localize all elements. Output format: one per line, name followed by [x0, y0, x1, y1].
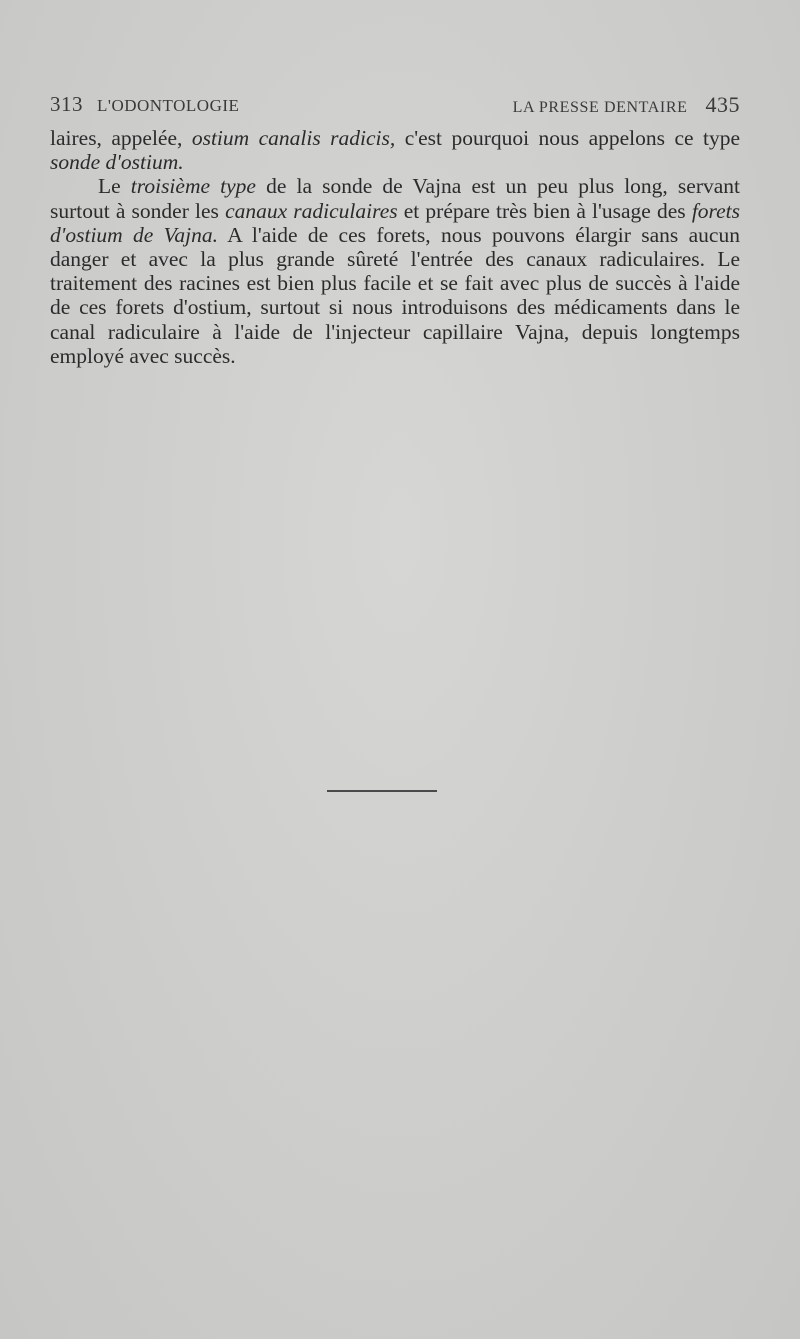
text-run: c'est pourquoi nous appelons ce type	[395, 126, 741, 150]
text-run: Le	[98, 174, 131, 199]
header-left	[50, 92, 239, 117]
italic-term: troisième type	[130, 174, 256, 199]
running-header	[50, 86, 740, 120]
text-run: laires, appelée,	[50, 126, 192, 150]
right-page-number: 435	[705, 92, 740, 117]
text-run: de la sonde de Vajna est un peu plus long, servant surtout à sonder les	[50, 174, 740, 223]
left-journal-title: L'ODONTOLOGIE	[97, 96, 240, 115]
italic-term: canaux radiculaires	[225, 198, 398, 223]
text-run: A l'aide de ces forets, nous pouvons élargir sans aucun danger et avec la plus grande sûreté l'entrée des canaux radiculaires. Le traitement des racines est bien plus facile et se fait avec plus de succès à l'aide de ces forets d'ostium, surtout si nous introduisons des médicaments dans le canal radiculaire à l'aide de l'injecteur capillaire Vajna, depuis longtemps employé avec succès.	[50, 222, 740, 368]
paragraph-continuation	[50, 126, 740, 174]
paragraph-third-type	[50, 174, 740, 368]
body-text	[50, 126, 740, 368]
italic-term: ostium canalis radicis,	[191, 126, 396, 150]
left-page-number: 313	[50, 92, 83, 116]
right-journal-title: LA PRESSE DENTAIRE	[512, 99, 688, 116]
book-page	[50, 86, 740, 368]
section-end-rule	[327, 790, 437, 792]
header-right	[513, 92, 740, 118]
italic-term: forets d'ostium de Vajna.	[50, 198, 740, 247]
italic-term: sonde d'ostium.	[50, 150, 184, 175]
text-run: et prépare très bien à l'usage des	[397, 198, 692, 223]
